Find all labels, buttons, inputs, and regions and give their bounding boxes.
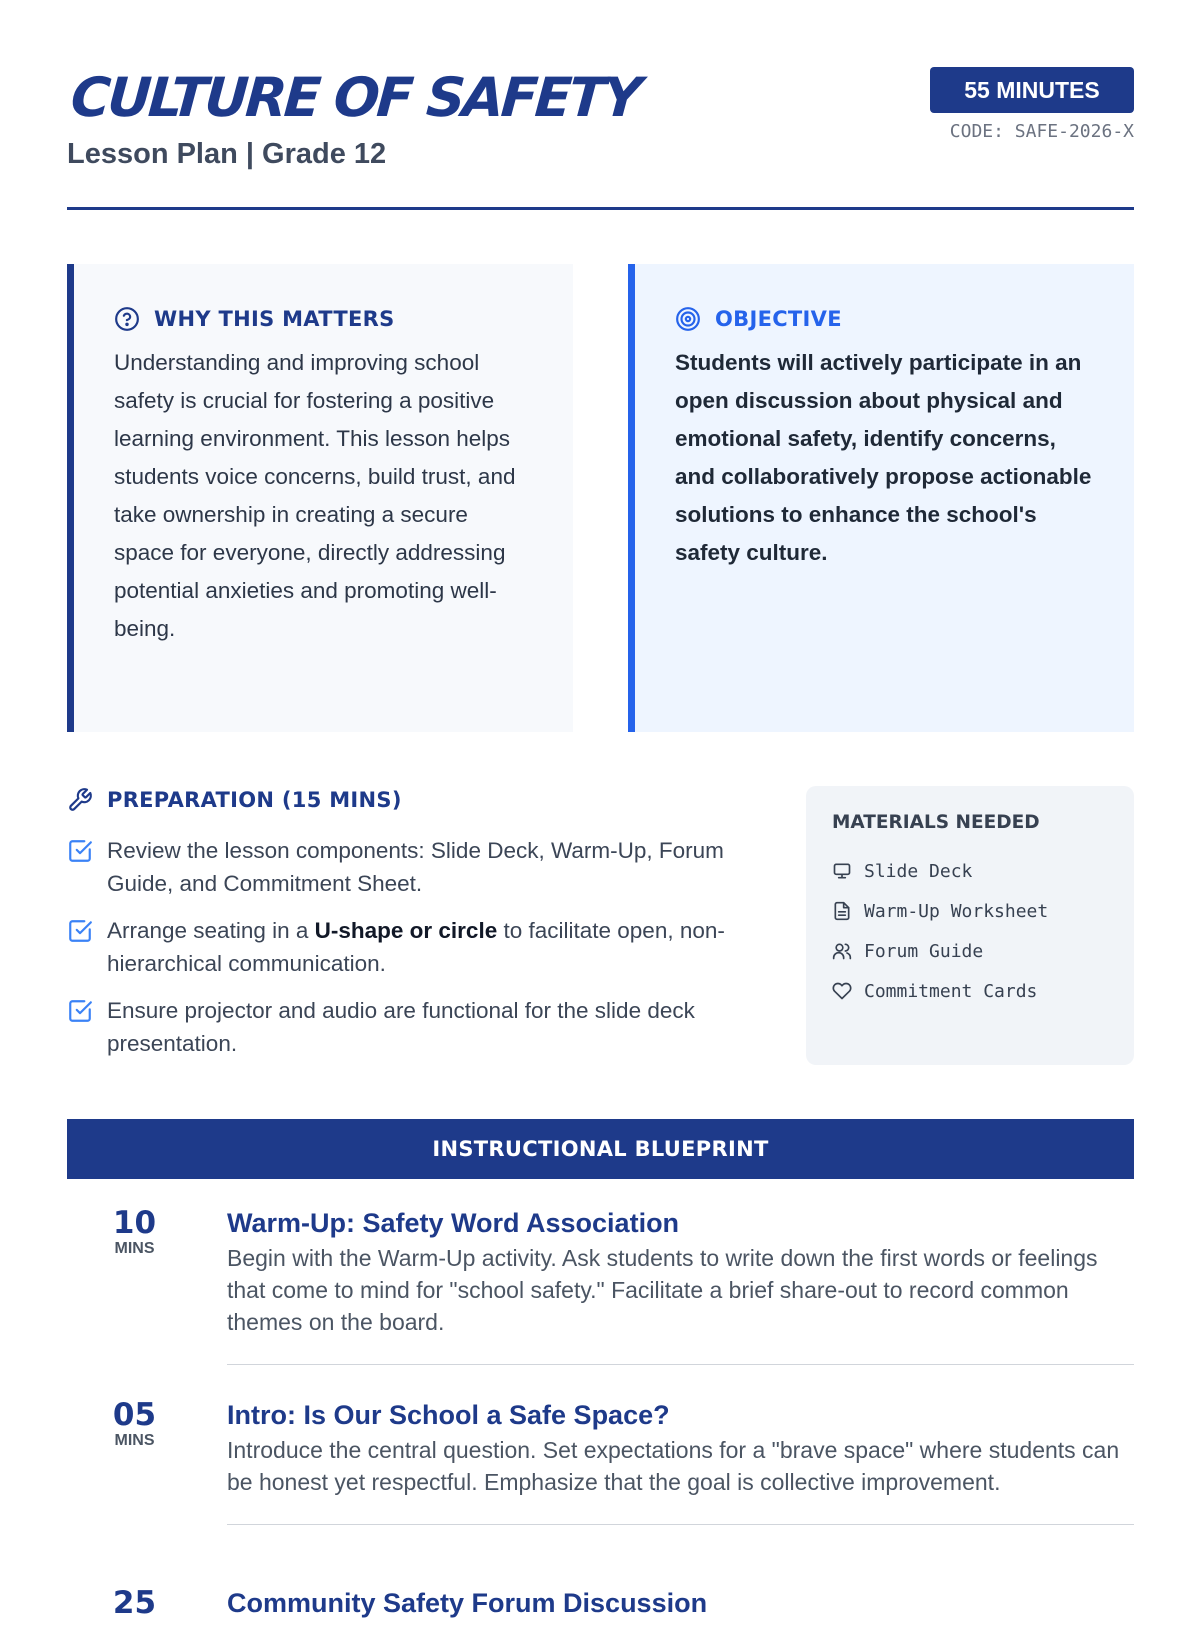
users-icon xyxy=(832,941,852,961)
objective-card xyxy=(628,264,1134,732)
lesson-code: CODE: SAFE-2026-X xyxy=(949,121,1134,142)
step-title: Community Safety Forum Discussion xyxy=(227,1588,708,1618)
step-description: Begin with the Warm-Up activity. Ask students to write down the first words or feelings that come to mind for "school safety." Facilitate a brief share-out to record common themes on the board. xyxy=(227,1245,1098,1335)
page-subtitle: Lesson Plan | Grade 12 xyxy=(67,138,387,170)
header xyxy=(67,0,1134,210)
wrench-icon xyxy=(67,787,93,813)
step-unit: MINS xyxy=(114,1432,155,1449)
step-title: Warm-Up: Safety Word Association xyxy=(227,1208,680,1238)
preparation-section xyxy=(67,784,767,1074)
why-card-header xyxy=(114,304,533,334)
preparation-item-text-bold: U-shape or circle xyxy=(314,918,498,943)
step-minutes: 25 xyxy=(112,1585,157,1621)
objective-card-header xyxy=(675,304,1094,334)
preparation-item-text: Review the lesson components: Slide Deck, Warm-Up, Forum Guide, and Commitment Sheet. xyxy=(107,838,724,896)
duration-badge: 55 MINUTES xyxy=(930,67,1134,113)
step-content xyxy=(227,1586,1134,1648)
blueprint-header: INSTRUCTIONAL BLUEPRINT xyxy=(67,1119,1134,1179)
materials-box xyxy=(806,786,1134,1065)
preparation-item xyxy=(67,914,767,980)
material-label: Forum Guide xyxy=(864,940,984,962)
material-item xyxy=(832,971,1108,1011)
step-duration xyxy=(67,1206,202,1258)
step-minutes: 05 xyxy=(112,1397,157,1433)
why-card-body: Understanding and improving school safety is crucial for fostering a positive learning environment. This lesson helps students voice concerns, build trust, and take ownership in creating a secure space for everyone, directly addressing potential anxieties and promoting well-being. xyxy=(114,350,516,641)
step-description: Introduce the central question. Set expectations for a "brave space" where students can be honest yet respectful. Emphasize that the goal is collective improvement. xyxy=(227,1437,1120,1495)
preparation-title: PREPARATION (15 MINS) xyxy=(107,788,402,812)
target-icon xyxy=(675,306,701,332)
checkbox-checked-icon xyxy=(67,998,93,1024)
checkbox-checked-icon xyxy=(67,918,93,944)
step-minutes: 10 xyxy=(112,1205,157,1241)
preparation-item-text xyxy=(107,914,767,980)
material-item xyxy=(832,851,1108,891)
document-icon xyxy=(832,901,852,921)
material-label: Commitment Cards xyxy=(864,980,1038,1002)
monitor-icon xyxy=(832,861,852,881)
material-label: Warm-Up Worksheet xyxy=(864,900,1049,922)
step-title: Intro: Is Our School a Safe Space? xyxy=(227,1400,670,1430)
heart-icon xyxy=(832,981,852,1001)
objective-card-title: OBJECTIVE xyxy=(715,307,842,331)
objective-card-body: Students will actively participate in an open discussion about physical and emotional safety, identify concerns, and collaboratively propose actionable solutions to enhance the school's safety culture. xyxy=(675,350,1092,565)
checkbox-checked-icon xyxy=(67,838,93,864)
preparation-item xyxy=(67,994,767,1060)
preparation-item-text-after: to facilitate open, non-hierarchical communication. xyxy=(107,918,725,976)
material-item xyxy=(832,931,1108,971)
preparation-item-text-before: Arrange seating in a xyxy=(107,918,315,943)
why-card-title: WHY THIS MATTERS xyxy=(154,307,395,331)
preparation-item xyxy=(67,834,767,900)
step-content xyxy=(227,1206,1134,1365)
lesson-plan-page xyxy=(67,0,1134,1621)
page-title: CULTURE OF SAFETY xyxy=(68,66,642,129)
material-label: Slide Deck xyxy=(864,860,973,882)
preparation-item-text: Ensure projector and audio are functional for the slide deck presentation. xyxy=(107,998,695,1056)
step-duration xyxy=(67,1586,202,1620)
why-this-matters-card xyxy=(67,264,573,732)
step-content xyxy=(227,1398,1134,1525)
step-duration xyxy=(67,1398,202,1450)
step-unit: MINS xyxy=(114,1240,155,1257)
preparation-header xyxy=(67,784,767,816)
material-item xyxy=(832,891,1108,931)
materials-title: MATERIALS NEEDED xyxy=(832,812,1040,833)
question-circle-icon xyxy=(114,306,140,332)
